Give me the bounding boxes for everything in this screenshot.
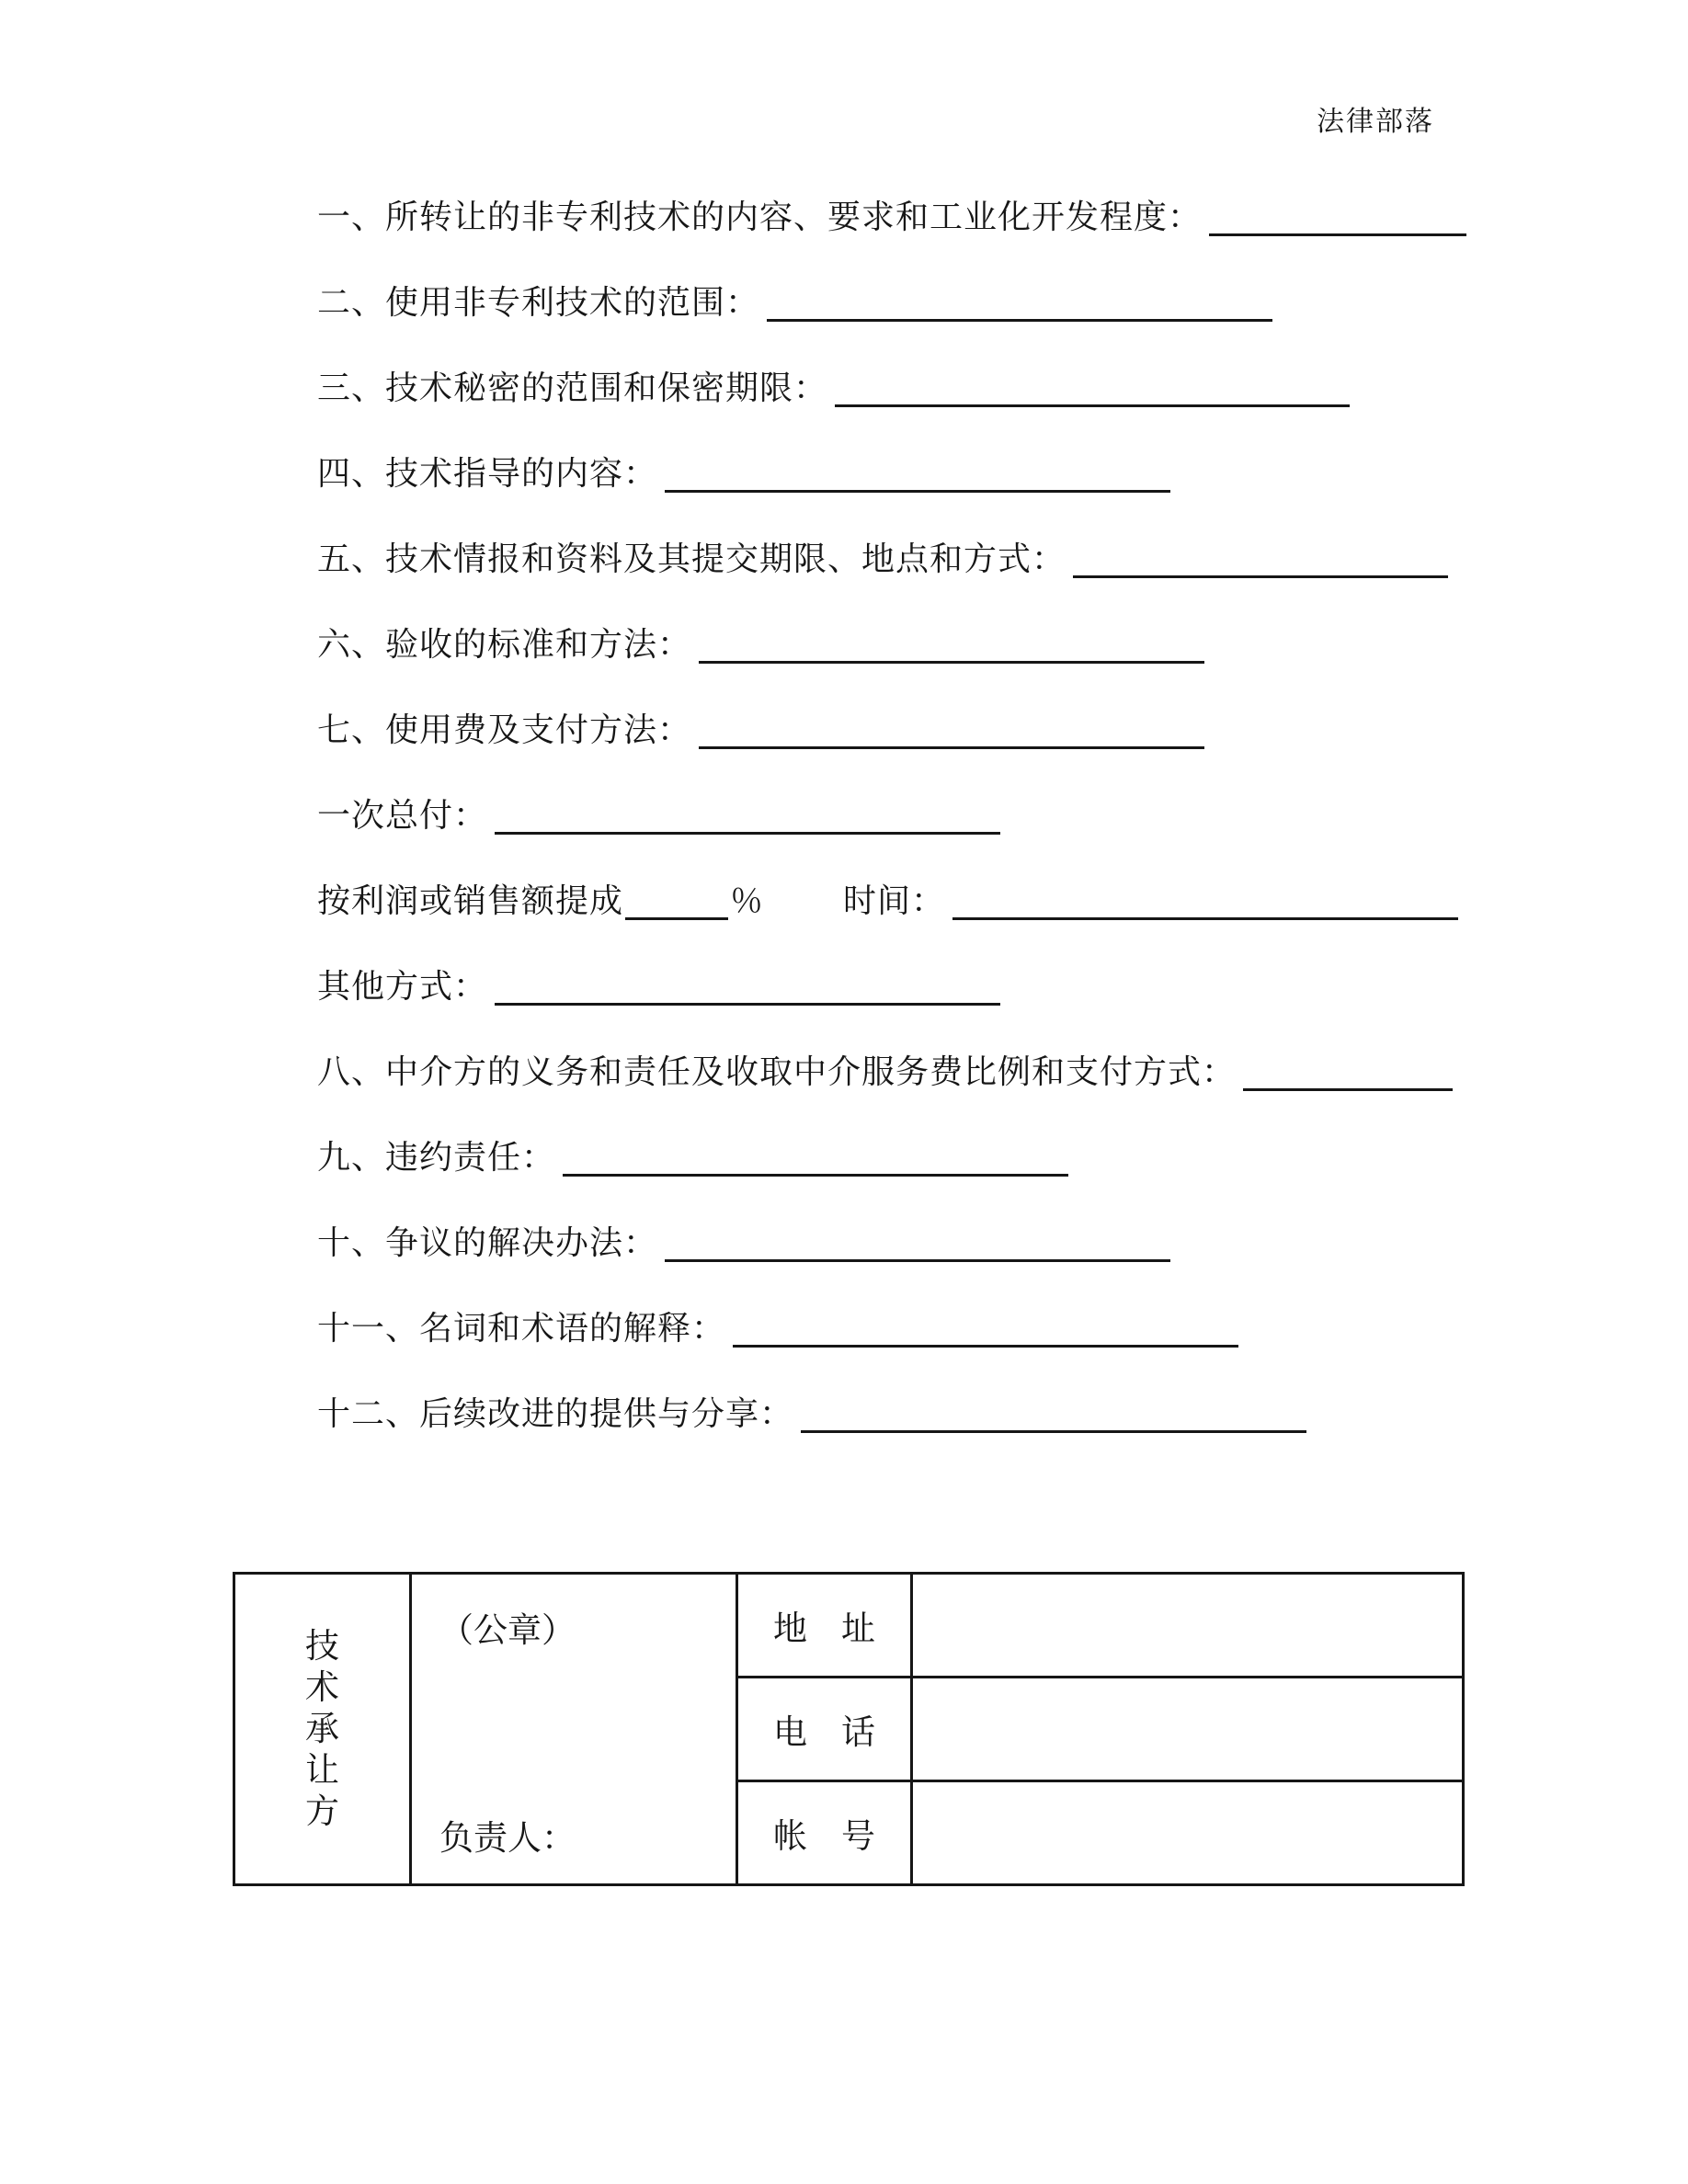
item-1 xyxy=(317,175,1523,260)
item-5-text: 五、技术情报和资料及其提交期限、地点和方式： xyxy=(317,540,1066,577)
item-3 xyxy=(317,346,1523,431)
seal-cell-content xyxy=(412,1575,736,1883)
item-other-method xyxy=(317,944,1523,1029)
item-10 xyxy=(317,1200,1523,1286)
percent-sign: ％ xyxy=(730,882,765,919)
item-9-blank xyxy=(563,1154,1068,1177)
item-12 xyxy=(317,1371,1523,1457)
responsible-person-label: 负责人： xyxy=(439,1820,576,1858)
item-7-blank xyxy=(699,726,1204,749)
item-7-text: 七、使用费及支付方法： xyxy=(317,711,692,748)
item-6-blank xyxy=(699,641,1204,664)
account-value-cell xyxy=(912,1781,1464,1885)
party-vertical-char: 技 xyxy=(305,1627,339,1666)
item-10-blank xyxy=(665,1239,1170,1262)
item-royalty-prefix: 按利润或销售额提成 xyxy=(317,882,624,919)
item-lump-sum-text: 一次总付： xyxy=(317,797,488,834)
item-10-text: 十、争议的解决办法： xyxy=(317,1224,658,1261)
item-8-text: 八、中介方的义务和责任及收取中介服务费比例和支付方式： xyxy=(317,1053,1237,1090)
contract-items xyxy=(317,175,1523,1457)
item-royalty-percent-blank xyxy=(625,897,728,920)
item-12-blank xyxy=(801,1410,1306,1433)
item-11-text: 十一、名词和术语的解释： xyxy=(317,1310,726,1347)
item-8-blank xyxy=(1243,1068,1453,1091)
site-watermark: 法律部落 xyxy=(1317,107,1434,137)
item-other-method-blank xyxy=(495,983,1000,1006)
item-1-text: 一、所转让的非专利技术的内容、要求和工业化开发程度： xyxy=(317,199,1203,235)
item-lump-sum-blank xyxy=(495,812,1000,835)
item-2 xyxy=(317,260,1523,346)
transferee-title-cell xyxy=(234,1574,411,1885)
party-vertical-char: 术 xyxy=(305,1668,339,1707)
item-5-blank xyxy=(1073,555,1448,578)
item-6-text: 六、验收的标准和方法： xyxy=(317,626,692,663)
address-label-cell: 地 址 xyxy=(737,1574,912,1678)
item-11-blank xyxy=(733,1325,1238,1348)
item-8 xyxy=(317,1029,1523,1115)
phone-value-cell xyxy=(912,1678,1464,1781)
item-4-blank xyxy=(665,470,1170,493)
item-royalty xyxy=(317,859,1523,944)
item-other-method-text: 其他方式： xyxy=(317,968,488,1005)
item-2-text: 二、使用非专利技术的范围： xyxy=(317,284,760,321)
item-9 xyxy=(317,1115,1523,1200)
item-11 xyxy=(317,1286,1523,1371)
item-7 xyxy=(317,688,1523,773)
party-vertical-char: 方 xyxy=(305,1792,339,1831)
item-5 xyxy=(317,517,1523,602)
item-6 xyxy=(317,602,1523,688)
item-royalty-time-label: 时间： xyxy=(843,882,946,919)
item-9-text: 九、违约责任： xyxy=(317,1139,556,1176)
address-value-cell xyxy=(912,1574,1464,1678)
item-lump-sum xyxy=(317,773,1523,859)
item-4-text: 四、技术指导的内容： xyxy=(317,455,658,492)
item-3-text: 三、技术秘密的范围和保密期限： xyxy=(317,370,828,406)
official-seal-label: （公章） xyxy=(439,1612,576,1650)
account-label-cell: 帐 号 xyxy=(737,1781,912,1885)
item-2-blank xyxy=(767,299,1272,322)
transferee-info-table xyxy=(233,1572,1465,1886)
item-3-blank xyxy=(835,384,1350,407)
phone-label-cell: 电 话 xyxy=(737,1678,912,1781)
item-royalty-time-blank xyxy=(952,897,1458,920)
item-1-blank xyxy=(1209,213,1466,236)
item-12-text: 十二、后续改进的提供与分享： xyxy=(317,1395,794,1432)
party-vertical-char: 承 xyxy=(305,1710,339,1748)
item-4 xyxy=(317,431,1523,517)
seal-cell xyxy=(411,1574,737,1885)
party-vertical-char: 让 xyxy=(305,1751,339,1790)
